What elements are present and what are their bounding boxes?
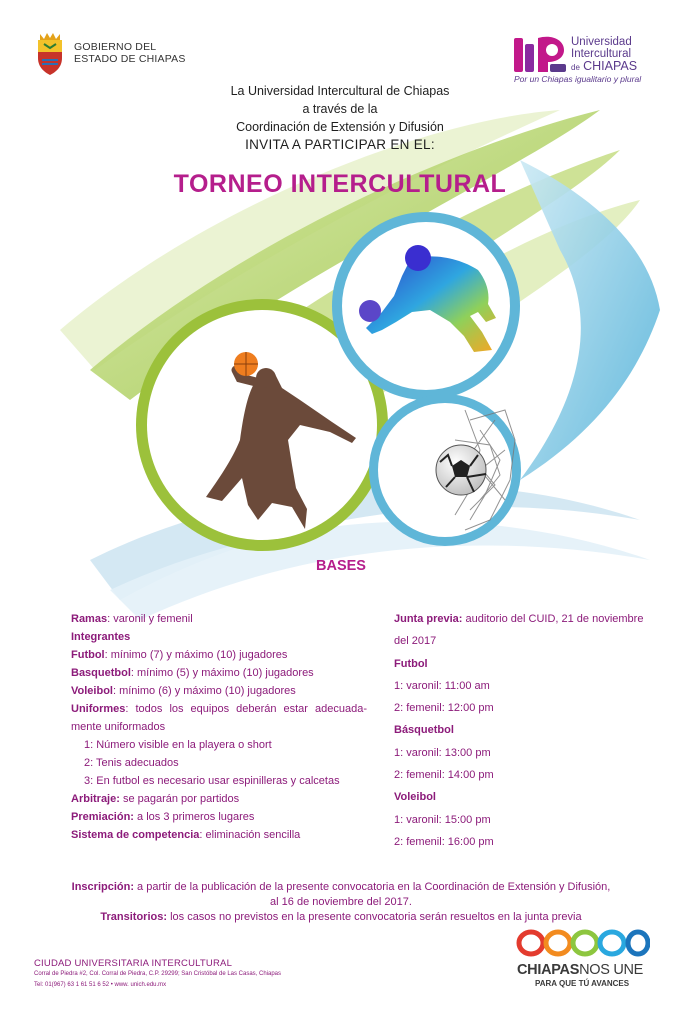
ciudad-universitaria-info <box>34 958 281 991</box>
intro-line-1: La Universidad Intercultural de Chiapas <box>230 84 450 98</box>
slogan-word-2: NOS UNE <box>579 962 644 978</box>
voleibol-row <box>71 682 367 700</box>
inscripcion-label: Inscripción: <box>71 881 134 893</box>
government-name <box>74 41 186 65</box>
soccer-circle <box>369 394 521 546</box>
premiacion-label: Premiación: <box>71 811 134 823</box>
sistema-row <box>71 826 367 844</box>
sport-name-basquetbol: Básquetbol <box>394 724 454 737</box>
chiapas-subslogan <box>535 979 629 988</box>
sport-name-voleibol: Voleibol <box>394 791 436 804</box>
slogan-word-1: CHIAPAS <box>517 962 580 978</box>
government-line-1: GOBIERNO DEL <box>74 41 157 53</box>
inscripcion-value-1: a partir de la publicación de la presente convocatoria en la Coordinación de Extensión y Difusión, <box>134 881 611 893</box>
schedule-list <box>394 608 656 853</box>
junta-label: Junta previa: <box>394 613 463 625</box>
uniform-item-2: 2: Tenis adecuados <box>84 757 179 769</box>
university-line-1: Universidad <box>571 36 632 48</box>
uniform-item-3: 3: En futbol es necesario usar espinilleras y calcetas <box>84 775 340 787</box>
futbol-varonil-time: 1: varonil: 11:00 am <box>394 679 490 692</box>
ramas-value: : varonil y femenil <box>107 613 193 625</box>
unich-logo-icon <box>512 34 570 74</box>
inscripcion-row-1 <box>50 880 632 895</box>
university-line-2: Intercultural <box>571 48 632 60</box>
bases-list <box>71 610 367 844</box>
futbol-femenil-time: 2: femenil: 12:00 pm <box>394 702 494 715</box>
university-logo <box>512 34 662 90</box>
futbol-label: Futbol <box>71 649 105 661</box>
coat-of-arms-icon <box>34 30 66 76</box>
basquetbol-row <box>71 664 367 682</box>
inscripcion-value-2: al 16 de noviembre del 2017. <box>270 896 412 908</box>
sport-name-futbol: Futbol <box>394 657 428 670</box>
uniformes-label: Uniformes <box>71 703 126 715</box>
color-rings-icon <box>515 928 650 958</box>
voleibol-femenil-time: 2: femenil: 16:00 pm <box>394 835 494 848</box>
junta-value-2: del 2017 <box>394 635 437 648</box>
government-logo <box>34 30 186 76</box>
sistema-label: Sistema de competencia <box>71 829 200 841</box>
transitorios-row <box>50 910 632 925</box>
basquetbol-varonil-time: 1: varonil: 13:00 pm <box>394 746 491 759</box>
ciudad-title: CIUDAD UNIVERSITARIA INTERCULTURAL <box>34 958 233 969</box>
futbol-value: : mínimo (7) y máximo (10) jugadores <box>104 649 288 661</box>
voleibol-varonil-time: 1: varonil: 15:00 pm <box>394 813 491 826</box>
subslogan-bold: TÚ AVANCES <box>578 979 630 988</box>
volleyball-circle <box>332 212 520 400</box>
junta-value-1: auditorio del CUID, 21 de noviembre <box>462 613 644 625</box>
arbitraje-label: Arbitraje: <box>71 793 120 805</box>
ramas-label: Ramas <box>71 613 108 625</box>
university-tagline: Por un Chiapas igualitario y plural <box>514 74 642 84</box>
uniform-item-1: 1: Número visible en la playera o short <box>84 739 272 751</box>
chiapas-nos-une-logo <box>515 928 650 990</box>
transitorios-value: los casos no previstos en la presente convocatoria serán resueltos en la junta previa <box>167 911 582 923</box>
premiacion-value: a los 3 primeros lugares <box>133 811 255 823</box>
futbol-row <box>71 646 367 664</box>
university-line-3-big: CHIAPAS <box>583 59 638 73</box>
intro-line-3: Coordinación de Extensión y Difusión <box>236 120 444 134</box>
premiacion-row <box>71 808 367 826</box>
chiapas-slogan <box>517 962 643 978</box>
university-line-3-small: de <box>571 63 580 72</box>
page-title: TORNEO INTERCULTURAL <box>173 170 507 198</box>
uniformes-row <box>71 700 367 718</box>
uniformes-value-2: mente uniformados <box>71 721 166 733</box>
basquetbol-label: Basquetbol <box>71 667 131 679</box>
intro-text <box>180 82 500 154</box>
footer-notes <box>50 880 632 925</box>
arbitraje-row <box>71 790 367 808</box>
uniformes-value-1: : todos los equipos deberán estar adecuada- <box>125 703 367 715</box>
basquetbol-femenil-time: 2: femenil: 14:00 pm <box>394 769 494 782</box>
ciudad-address: Corral de Piedra #2, Col. Corral de Piedra, C.P. 29299; San Cristóbal de Las Casas, Chiapas <box>34 971 282 977</box>
voleibol-value: : mínimo (6) y máximo (10) jugadores <box>112 685 296 697</box>
subslogan-normal: PARA QUE <box>535 979 579 988</box>
sistema-value: : eliminación sencilla <box>199 829 301 841</box>
bases-heading: BASES <box>316 558 366 574</box>
ciudad-contact: Tel: 01(967) 63 1 61 51 6 52 • www. unich.edu.mx <box>34 982 167 988</box>
intro-line-4: INVITA A PARTICIPAR EN EL: <box>245 137 435 152</box>
integrantes-label: Integrantes <box>71 631 131 643</box>
intro-line-2: a través de la <box>302 102 378 116</box>
arbitraje-value: se pagarán por partidos <box>119 793 240 805</box>
junta-row <box>394 608 656 630</box>
transitorios-label: Transitorios: <box>100 911 168 923</box>
voleibol-label: Voleibol <box>71 685 113 697</box>
ramas-row <box>71 610 367 628</box>
basquetbol-value: : mínimo (5) y máximo (10) jugadores <box>130 667 314 679</box>
government-line-2: ESTADO DE CHIAPAS <box>74 53 186 65</box>
university-name <box>571 36 637 74</box>
